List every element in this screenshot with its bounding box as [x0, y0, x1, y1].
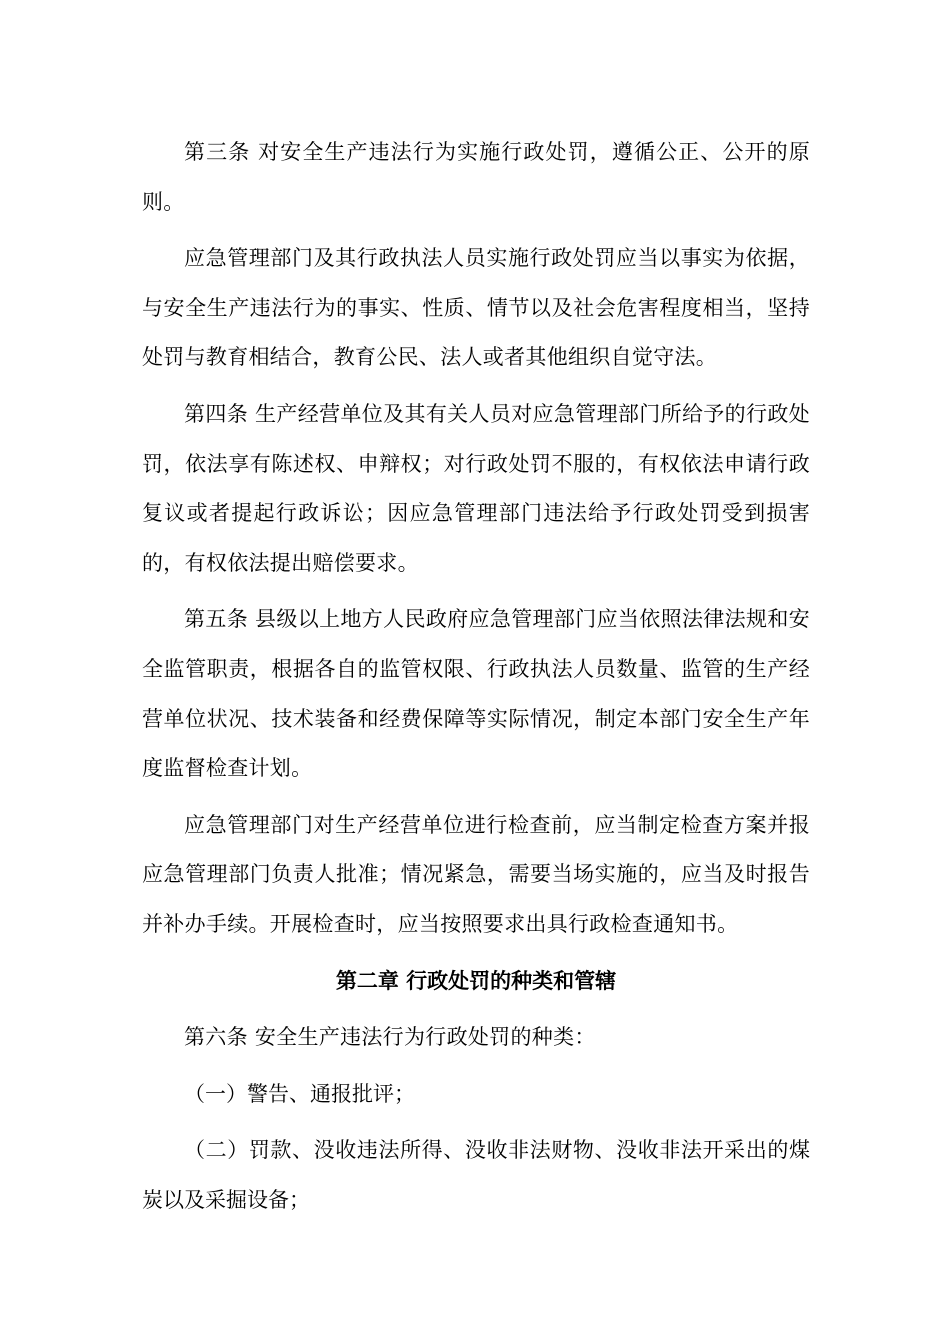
- document-body: [142, 128, 810, 1232]
- article-3-paragraph: 第三条 对安全生产违法行为实施行政处罚，遵循公正、公开的原则。: [142, 140, 810, 214]
- article-4-paragraph: 第四条 生产经营单位及其有关人员对应急管理部门所给予的行政处罚，依法享有陈述权、申辩权；对行政处罚不服的，有权依法申请行政复议或者提起行政诉讼；因应急管理部门违法给予行政处罚受到损害的，有权依法提出赔偿要求。: [142, 401, 810, 575]
- article-5-paragraph: 第五条 县级以上地方人民政府应急管理部门应当依照法律法规和安全监管职责，根据各自的监管权限、行政执法人员数量、监管的生产经营单位状况、技术装备和经费保障等实际情况，制定本部门安全生产年度监督检查计划。: [142, 607, 810, 781]
- list-item: （一）警告、通报批评；: [184, 1081, 415, 1106]
- article-6-paragraph: 第六条 安全生产违法行为行政处罚的种类：: [184, 1025, 596, 1050]
- list-item: （二）罚款、没收违法所得、没收非法财物、没收非法开采出的煤炭以及采掘设备；: [142, 1138, 810, 1212]
- article-5-paragraph-2: 应急管理部门对生产经营单位进行检查前，应当制定检查方案并报应急管理部门负责人批准；情况紧急，需要当场实施的，应当及时报告并补办手续。开展检查时，应当按照要求出具行政检查通知书。: [142, 812, 810, 936]
- article-3-paragraph-2: 应急管理部门及其行政执法人员实施行政处罚应当以事实为依据，与安全生产违法行为的事实、性质、情节以及社会危害程度相当，坚持处罚与教育相结合，教育公民、法人或者其他组织自觉守法。: [142, 246, 810, 370]
- chapter-heading: 第二章 行政处罚的种类和管辖: [335, 968, 617, 993]
